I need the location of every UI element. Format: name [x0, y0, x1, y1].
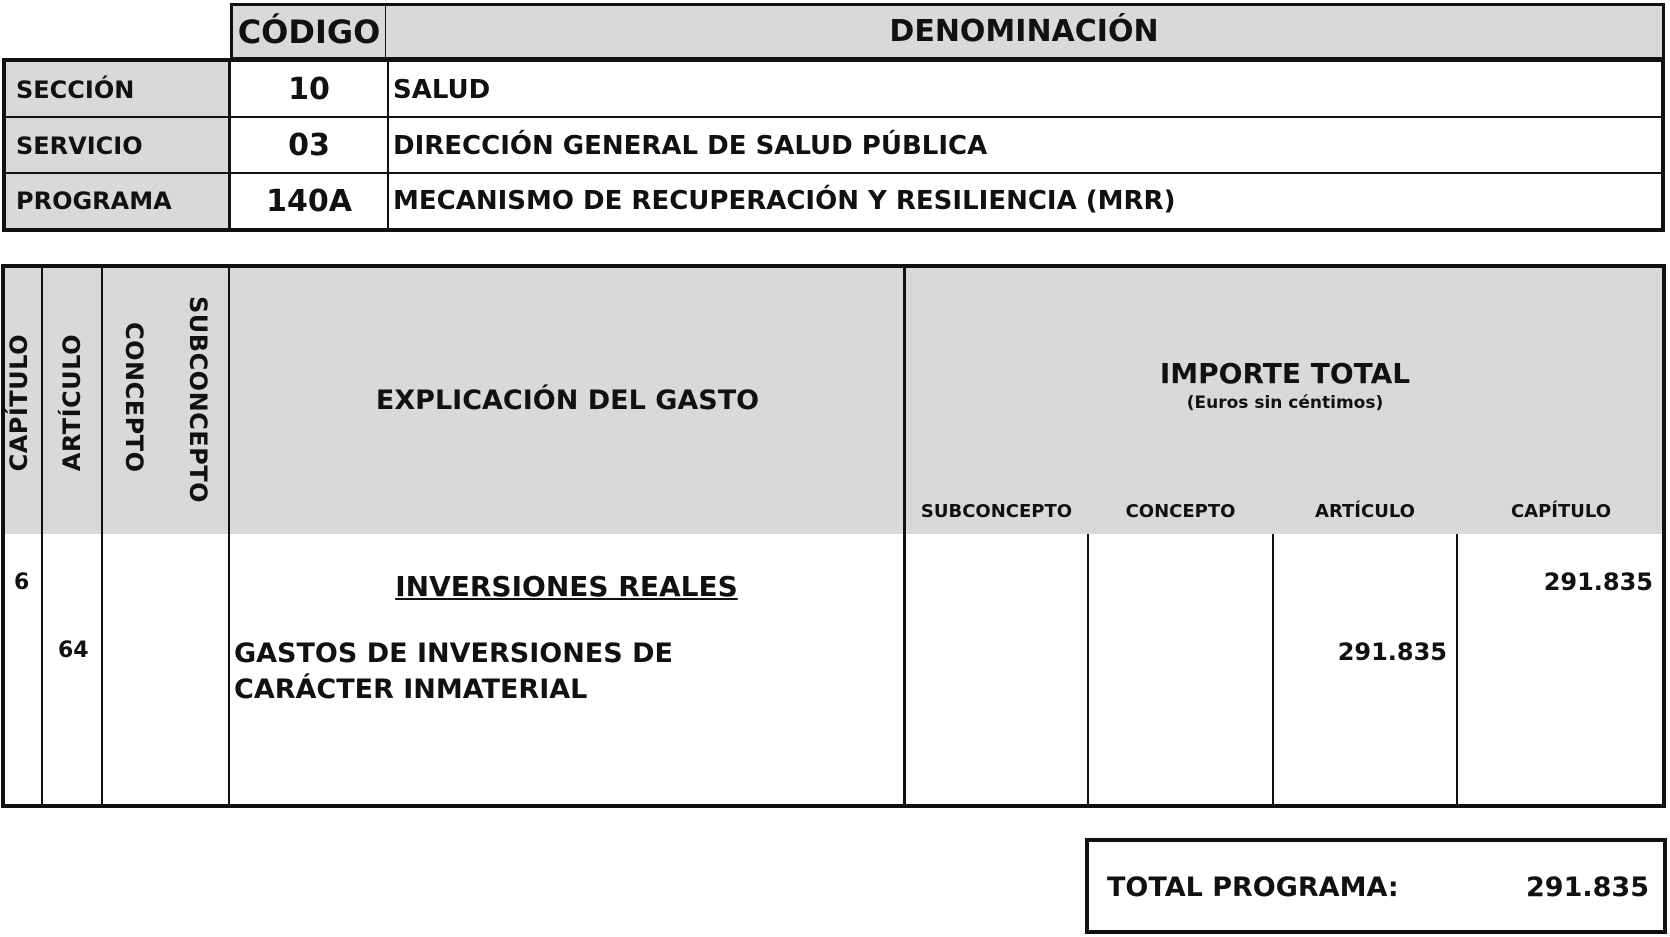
header-denominacion: DENOMINACIÓN	[385, 3, 1665, 60]
vheader-capitulo: CAPÍTULO	[5, 334, 33, 472]
divider	[6, 172, 1661, 174]
row-label-servicio: SERVICIO	[6, 118, 230, 173]
divider	[1087, 534, 1089, 806]
row-capitulo-importe: 291.835	[1543, 568, 1653, 596]
header-codigo: CÓDIGO	[230, 3, 388, 60]
row-name-programa: MECANISMO DE RECUPERACIÓN Y RESILIENCIA (MRR)	[393, 186, 1176, 216]
row-code-programa: 140A	[266, 183, 352, 219]
importe-col-subconcepto: SUBCONCEPTO	[920, 500, 1073, 522]
row-articulo-text: GASTOS DE INVERSIONES DE CARÁCTER INMATERIAL	[234, 638, 673, 705]
divider	[41, 266, 43, 806]
importe-header: IMPORTE TOTAL	[1159, 356, 1411, 390]
row-code-servicio: 03	[288, 128, 330, 163]
row-code-seccion: 10	[288, 72, 330, 107]
row-capitulo-code: 6	[14, 570, 30, 595]
divider	[228, 58, 231, 232]
importe-subheader: (Euros sin céntimos)	[1186, 393, 1384, 413]
row-label-programa: PROGRAMA	[6, 174, 230, 228]
divider	[101, 266, 103, 806]
vheader-concepto: CONCEPTO	[120, 322, 148, 473]
divider	[1456, 534, 1458, 806]
importe-col-concepto: CONCEPTO	[1125, 500, 1236, 522]
row-articulo-importe: 291.835	[1337, 638, 1447, 666]
total-programa-box	[1085, 838, 1667, 934]
row-label-seccion: SECCIÓN	[6, 62, 230, 117]
total-programa-value: 291.835	[1526, 872, 1649, 903]
divider	[6, 116, 1661, 118]
row-articulo-code: 64	[58, 638, 89, 663]
importe-col-articulo: ARTÍCULO	[1315, 500, 1415, 522]
divider	[903, 266, 906, 806]
row-name-seccion: SALUD	[393, 74, 491, 105]
row-capitulo-text: INVERSIONES REALES	[395, 569, 738, 603]
explicacion-header: EXPLICACIÓN DEL GASTO	[375, 384, 760, 416]
row-name-servicio: DIRECCIÓN GENERAL DE SALUD PÚBLICA	[393, 130, 988, 161]
total-programa-label: TOTAL PROGRAMA:	[1107, 872, 1399, 903]
divider	[387, 58, 389, 232]
divider	[228, 266, 230, 806]
importe-col-capitulo: CAPÍTULO	[1510, 500, 1612, 522]
vheader-articulo: ARTÍCULO	[58, 334, 86, 472]
vheader-subconcepto: SUBCONCEPTO	[184, 296, 212, 504]
divider	[1272, 534, 1274, 806]
